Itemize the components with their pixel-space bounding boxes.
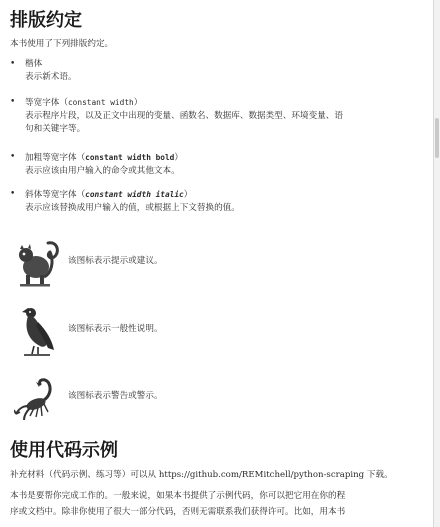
bullet-icon: • — [10, 59, 16, 69]
section-title-conventions: 排版约定 — [10, 10, 82, 31]
lemur-icon — [14, 233, 62, 289]
term-desc: 句和关键字等。 — [25, 124, 86, 134]
tip-caption: 该图标表示提示或建议。 — [68, 256, 163, 266]
conventions-intro: 本书使用了下列排版约定。 — [10, 39, 114, 49]
code-examples-permission-line1: 本书是要帮你完成工作的。一般来说，如果本书提供了示例代码，你可以把它用在你的程 — [10, 491, 346, 501]
warning-caption: 该图标表示警告或警示。 — [68, 391, 163, 401]
scrollbar-thumb[interactable] — [435, 118, 439, 158]
bullet-icon: • — [10, 152, 16, 162]
term-constant-width-italic: 斜体等宽字体（constant width italic） — [25, 190, 193, 200]
scorpion-icon — [14, 370, 62, 426]
term-desc: 表示新术语。 — [25, 72, 77, 82]
vertical-scrollbar[interactable] — [433, 0, 440, 527]
note-caption: 该图标表示一般性说明。 — [68, 324, 163, 334]
term-desc: 表示程序片段，以及正文中出现的变量、函数名、数据库、数据类型、环境变量、语 — [25, 111, 343, 121]
section-title-code-examples: 使用代码示例 — [10, 440, 118, 461]
bullet-icon: • — [10, 189, 16, 199]
bullet-icon: • — [10, 97, 16, 107]
term-desc: 表示应该由用户输入的命令或其他文本。 — [25, 166, 180, 176]
term-kaiti: 楷体 — [25, 59, 43, 69]
term-desc: 表示应该替换成用户输入的值，或根据上下文替换的值。 — [25, 203, 240, 213]
term-constant-width: 等宽字体（constant width） — [25, 98, 143, 108]
code-examples-download: 补充材料（代码示例、练习等）可以从 https://github.com/REMitchell/python-scraping 下载。 — [10, 470, 393, 480]
term-constant-width-bold: 加粗等宽字体（constant width bold） — [25, 153, 183, 163]
code-examples-permission-line2: 序或文档中。除非你使用了很大一部分代码，否则无需联系我们获得许可。比如，用本书 — [10, 507, 346, 517]
crow-icon — [14, 302, 62, 358]
